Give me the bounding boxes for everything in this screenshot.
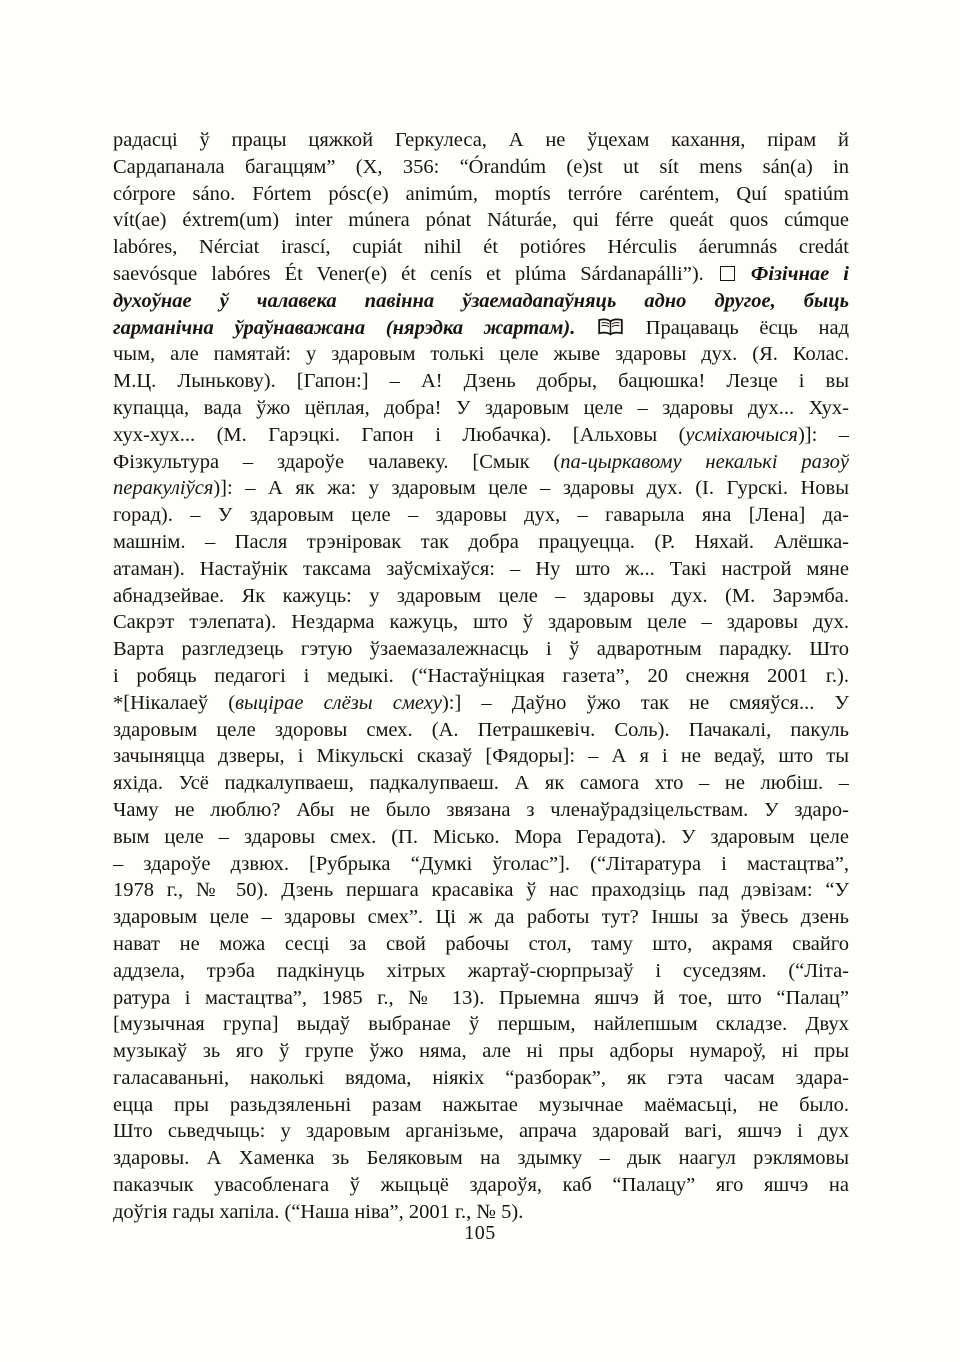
- text-line: [113, 931, 849, 958]
- text-segment: духоўнае ў чалавека павінна ўзаемадапаўняць адно другое, быць: [113, 289, 849, 312]
- text-segment: ):] – Даўно ўжо так не смяяўся... У: [441, 691, 849, 714]
- text-line: [113, 1172, 849, 1199]
- text-line: [113, 556, 849, 583]
- text-segment: 1978 г., № 50). Дзень першага красавіка ў нас праходзіць пад дэвізам: “У: [113, 879, 849, 902]
- text-segment: ратура і мастацтва”, 1985 г., № 13). Прыемна яшчэ й тое, што “Палац”: [113, 986, 849, 1009]
- text-line: [113, 1118, 849, 1145]
- text-line: [113, 529, 849, 556]
- text-segment: хух-хух... (М. Гарэцкі. Гапон і Любачка). [Альховы (: [113, 423, 686, 446]
- text-segment: машнім. – Пасля трэніровак так добра працуецца. (Р. Няхай. Алёшка-: [113, 530, 849, 553]
- text-line: [113, 422, 849, 449]
- text-line: [113, 261, 849, 288]
- text-line: [113, 315, 849, 342]
- text-line: [113, 1038, 849, 1065]
- text-segment: доўгія гады хапіла. (“Наша ніва”, 2001 г., № 5).: [113, 1200, 524, 1223]
- text-line: [113, 609, 849, 636]
- page-number: 105: [464, 1222, 496, 1244]
- text-segment: усміхаючыся: [685, 423, 798, 446]
- text-segment: здаровым целе здоровы смех. (А. Петрашкевіч. Соль). Пачакалі, пакуль: [113, 718, 849, 741]
- text-line: [113, 1065, 849, 1092]
- text-line: [113, 449, 849, 476]
- text-line: [113, 797, 849, 824]
- text-segment: музыкаў зь яго ў групе ўжо няма, але ні пры адборы нумароў, ні пры: [113, 1040, 849, 1063]
- text-segment: перакуліўся: [113, 477, 214, 500]
- text-segment: *[Нікалаеў (: [113, 691, 236, 714]
- text-line: [113, 663, 849, 690]
- text-segment: córpore sáno. Fórtem pósc(e) animúm, moptís terróre caréntem, Quí spatiúm: [113, 182, 849, 205]
- text-line: [113, 985, 849, 1012]
- text-line: [113, 904, 849, 931]
- text-line: [113, 770, 849, 797]
- text-segment: Фізічнае і: [736, 262, 849, 285]
- text-line: [113, 743, 849, 770]
- text-segment: ецца пры разьдзяленьні разам нажытае музычнае маёмасьці, не было.: [113, 1093, 849, 1116]
- text-segment: выцірае слёзы смеху: [235, 691, 442, 714]
- text-line: [113, 583, 849, 610]
- text-line: [113, 127, 849, 154]
- text-segment: нават не можа сесці за свой рабочы стол, таму што, акрамя свайго: [113, 932, 849, 955]
- text-line: [113, 824, 849, 851]
- text-segment: чым, але памятай: у здаровым толькі целе жыве здаровы дух. (Я. Колас.: [113, 343, 849, 366]
- text-segment: Што сьведчыць: у здаровым арганізьме, апрача здаровай вагі, яшчэ і дух: [113, 1120, 849, 1143]
- text-segment: аддзела, трэба падкінуць хітрых жартаў-сюрпрызаў і суседзям. (“Літа-: [113, 959, 849, 982]
- text-segment: атаман). Настаўнік таксама заўсміхаўся: – Ну што ж... Такі настрой мяне: [113, 557, 849, 580]
- text-line: [113, 1011, 849, 1038]
- text-segment: і робяць педагогі і медыкі. (“Настаўніцкая газета”, 20 снежня 2001 г.).: [113, 664, 849, 687]
- text-segment: паказчык увасобленага ў жыцьцё здароўя, каб “Палацу” яго яшчэ на: [113, 1174, 849, 1197]
- text-line: [113, 234, 849, 261]
- text-segment: яхіда. Усё падкалупваеш, падкалупваеш. А як самога хто – не любіш. –: [113, 772, 849, 795]
- text-line: [113, 958, 849, 985]
- text-line: [113, 690, 849, 717]
- text-segment: labóres, Nérciat irascí, cupiát nihil ét potióres Hérculis áerumnás credát: [113, 236, 849, 259]
- text-line: [113, 1092, 849, 1119]
- text-segment: радасці ў працы цяжкой Геркулеса, А не ўцехам кахання, пірам й: [113, 129, 849, 151]
- text-segment: saevósque labóres Ét Vener(e) ét cenís et plúma Sárdanapálli”).: [113, 262, 718, 285]
- text-line: [113, 636, 849, 663]
- text-line: [113, 717, 849, 744]
- text-line: [113, 341, 849, 368]
- text-segment: па-цыркавому некалькі разоў: [560, 450, 849, 473]
- open-square-icon: [720, 266, 735, 281]
- text-line: [113, 502, 849, 529]
- text-line: [113, 207, 849, 234]
- text-segment: Варта разгледзець гэтую ўзаемазалежнасць і ў адваротным парадку. Што: [113, 638, 849, 661]
- text-segment: М.Ц. Лынькову). [Гапон:] – А! Дзень добры, бацюшка! Лезце і вы: [113, 370, 849, 393]
- text-line: [113, 1145, 849, 1172]
- text-segment: здаровы. А Хаменка зь Беляковым на здымку – дык наагул рэклямовы: [113, 1147, 849, 1170]
- text-line: [113, 154, 849, 181]
- open-book-icon: [597, 315, 624, 342]
- text-segment: Чаму не люблю? Абы не было звязана з членаўрадзіцельствам. У здаро-: [113, 798, 849, 821]
- text-segment: гарманічна ўраўнаважана (нярэдка жартам).: [113, 316, 597, 339]
- text-line: [113, 395, 849, 422]
- text-segment: зачыняцца дзверы, і Мікульскі сказаў [Фядоры]: – А я і не ведаў, што ты: [113, 745, 849, 768]
- text-segment: горад). – У здаровым целе – здаровы дух, – гаварыла яна [Лена] да-: [113, 504, 849, 527]
- text-segment: vít(ae) éxtrem(um) inter múnera pónat Náturáe, qui férre queát quos cúmque: [113, 209, 849, 232]
- text-segment: вым целе – здаровы смех. (П. Місько. Мора Герадота). У здаровым целе: [113, 825, 849, 848]
- text-segment: )]: –: [797, 423, 849, 446]
- text-line: [113, 368, 849, 395]
- text-line: [113, 288, 849, 315]
- text-segment: Фізкультура – здароўе чалавеку. [Смык (: [113, 450, 561, 473]
- text-segment: – здароўе дзвюх. [Рубрыка “Думкі ўголас”]. (“Літаратура і мастацтва”,: [113, 852, 849, 875]
- text-segment: [музычная група] выдаў выбранае ў першым, найлепшым складзе. Двух: [113, 1013, 849, 1036]
- text-segment: галасаваньні, наколькі вядома, ніякіх “разборак”, як гэта часам здара-: [113, 1066, 849, 1089]
- text-line: [113, 181, 849, 208]
- text-segment: купацца, вада ўжо цёплая, добра! У здаровым целе – здаровы дух... Хух-: [113, 396, 849, 419]
- text-segment: )]: – А як жа: у здаровым целе – здаровы дух. (І. Гурскі. Новы: [213, 477, 849, 500]
- text-segment: абнадзейвае. Як кажуць: у здаровым целе – здаровы дух. (М. Зарэмба.: [113, 584, 849, 607]
- text-line: [113, 877, 849, 904]
- body-text: [113, 127, 849, 1226]
- text-segment: Працаваць ёсць над: [625, 316, 849, 339]
- text-segment: здаровым целе – здаровы смех”. Ці ж да работы тут? Іншы за ўвесь дзень: [113, 906, 849, 929]
- text-segment: Сардапанала багаццям” (X, 356: “Órandúm (e)st ut sít mens sán(a) in: [113, 155, 849, 178]
- text-line: [113, 475, 849, 502]
- text-line: [113, 851, 849, 878]
- text-segment: Сакрэт тэлепата). Нездарма кажуць, што ў здаровым целе – здаровы дух.: [113, 611, 849, 634]
